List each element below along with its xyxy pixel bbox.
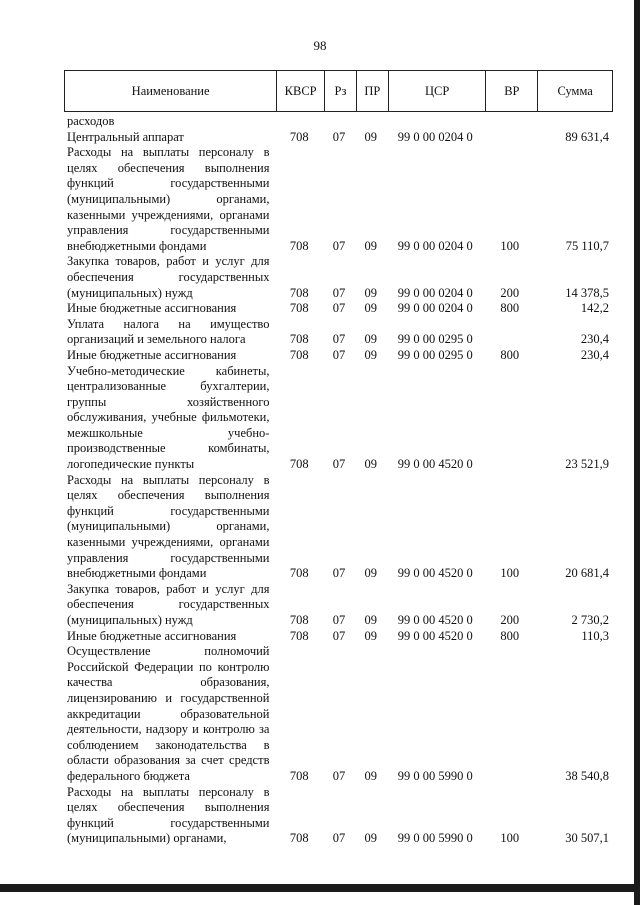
row-name-line: производственные комбинаты, [67, 441, 270, 456]
table-row [64, 644, 613, 784]
table-row [64, 254, 613, 301]
row-rz: 07 [332, 301, 346, 316]
row-name-line: федерального бюджета [67, 768, 190, 783]
row-name-line: организаций и земельного налога [67, 332, 246, 347]
row-name-line: Расходы на выплаты персоналу в [67, 784, 270, 799]
row-name-line: Уплата налога на имущество [67, 316, 270, 331]
row-kvsr: 708 [289, 285, 309, 300]
row-kvsr: 708 [289, 566, 309, 581]
scan-border-bottom [0, 884, 640, 892]
row-sum: 142,2 [580, 301, 609, 316]
row-sum: 38 540,8 [565, 768, 609, 783]
row-name [64, 364, 275, 473]
row-name-line: группы хозяйственного [67, 394, 270, 409]
row-name-line: Закупка товаров, работ и услуг для [67, 581, 270, 596]
row-pr: 09 [364, 238, 378, 253]
row-name-line: управления государственными [67, 223, 270, 238]
row-kvsr: 708 [289, 768, 309, 783]
header-kvsr: КВСР [277, 71, 325, 111]
table-row [64, 114, 613, 130]
row-name-line: соблюдением законодательства в [67, 737, 270, 752]
row-pr: 09 [364, 129, 378, 144]
row-name-line: Иные бюджетные ассигнования [67, 628, 237, 643]
row-csr: 99 0 00 4520 0 [397, 566, 473, 581]
row-name-line: функций государственными [67, 176, 270, 191]
table-body [64, 114, 613, 847]
row-name-line: расходов [67, 114, 115, 128]
row-name-line: казенными учреждениями, органами [67, 535, 270, 550]
row-name [64, 629, 275, 645]
scan-border-right [634, 0, 640, 905]
header-pr: ПР [357, 71, 389, 111]
row-name-line: Иные бюджетные ассигнования [67, 301, 237, 316]
table-row [64, 473, 613, 582]
table-row [64, 317, 613, 348]
header-csr: ЦСР [389, 71, 487, 111]
row-name-line: функций государственными [67, 503, 270, 518]
row-name-line: централизованные бухгалтерии, [67, 379, 270, 394]
row-pr: 09 [364, 285, 378, 300]
row-rz: 07 [332, 566, 346, 581]
row-csr: 99 0 00 0295 0 [397, 347, 473, 362]
table-row [64, 582, 613, 629]
row-kvsr: 708 [289, 301, 309, 316]
row-name-line: внебюджетными фондами [67, 566, 207, 581]
header-sum: Сумма [557, 83, 593, 98]
row-name-line: межшкольные учебно- [67, 425, 270, 440]
row-name-line: обеспечения государственных [67, 597, 270, 612]
row-name [64, 785, 275, 847]
row-pr: 09 [364, 566, 378, 581]
row-name [64, 254, 275, 301]
row-name [64, 582, 275, 629]
row-name [64, 114, 275, 130]
row-name-line: Осуществление полномочий [67, 644, 270, 659]
row-csr: 99 0 00 4520 0 [397, 457, 473, 472]
row-sum: 75 110,7 [565, 238, 609, 253]
row-csr: 99 0 00 0204 0 [397, 238, 473, 253]
row-name-line: обслуживания, учебные фильмотеки, [67, 410, 270, 425]
row-kvsr: 708 [289, 831, 309, 846]
row-csr: 99 0 00 0204 0 [397, 301, 473, 316]
page-number: 98 [313, 38, 327, 53]
row-csr: 99 0 00 0204 0 [397, 285, 473, 300]
row-name-line: (муниципальными) органами, [67, 519, 270, 534]
row-sum: 110,3 [581, 628, 609, 643]
row-name-line: (муниципальными) органами, [67, 831, 227, 846]
row-kvsr: 708 [289, 129, 309, 144]
row-name-line: целях обеспечения выполнения [67, 160, 270, 175]
header-vr: ВР [486, 71, 538, 111]
row-csr: 99 0 00 0295 0 [397, 332, 473, 347]
row-pr: 09 [364, 457, 378, 472]
row-vr: 800 [500, 347, 520, 362]
row-name-line: Учебно-методические кабинеты, [67, 363, 270, 378]
row-kvsr: 708 [289, 347, 309, 362]
row-name-line: лицензированию и государственной [67, 690, 270, 705]
row-sum: 89 631,4 [565, 129, 609, 144]
row-name-line: обеспечения государственных [67, 269, 270, 284]
row-name-line: Расходы на выплаты персоналу в [67, 145, 270, 160]
row-sum: 230,4 [580, 332, 609, 347]
table-row [64, 145, 613, 254]
row-name-line: Иные бюджетные ассигнования [67, 347, 237, 362]
row-name-line: (муниципальных) нужд [67, 285, 193, 300]
row-pr: 09 [364, 613, 378, 627]
row-pr: 09 [364, 768, 378, 783]
row-name-line: Закупка товаров, работ и услуг для [67, 254, 270, 269]
row-vr: 200 [500, 613, 520, 627]
row-name [64, 145, 275, 254]
row-name-line: Российской Федерации по контролю [67, 659, 270, 674]
row-rz: 07 [332, 238, 346, 253]
row-vr: 100 [500, 566, 520, 581]
row-sum: 23 521,9 [565, 457, 609, 472]
row-vr: 100 [500, 238, 520, 253]
table-row [64, 629, 613, 645]
row-name-line: (муниципальными) органами, [67, 191, 270, 206]
row-sum: 230,4 [580, 347, 609, 362]
row-pr: 09 [364, 332, 378, 347]
row-pr: 09 [364, 347, 378, 362]
row-name-line: логопедические пункты [67, 457, 195, 472]
row-sum: 2 730,2 [571, 613, 609, 627]
row-name [64, 348, 275, 364]
row-pr: 09 [364, 301, 378, 316]
row-kvsr: 708 [289, 332, 309, 347]
table-row [64, 364, 613, 473]
row-name [64, 301, 275, 317]
row-name-line: аккредитации образовательной [67, 706, 270, 721]
row-rz: 07 [332, 129, 346, 144]
row-name-line: управления государственными [67, 550, 270, 565]
row-vr: 800 [500, 301, 520, 316]
row-vr: 100 [500, 831, 520, 846]
row-rz: 07 [332, 285, 346, 300]
row-name [64, 130, 275, 146]
row-name-line: казенными учреждениями, органами [67, 207, 270, 222]
row-kvsr: 708 [289, 628, 309, 643]
row-rz: 07 [332, 347, 346, 362]
row-name-line: (муниципальных) нужд [67, 613, 193, 627]
row-rz: 07 [332, 628, 346, 643]
row-kvsr: 708 [289, 457, 309, 472]
row-name-line: качества образования, [67, 675, 270, 690]
row-name-line: целях обеспечения выполнения [67, 800, 270, 815]
row-kvsr: 708 [289, 238, 309, 253]
row-rz: 07 [332, 613, 346, 627]
table-header [64, 70, 613, 112]
row-rz: 07 [332, 831, 346, 846]
row-csr: 99 0 00 5990 0 [397, 768, 473, 783]
row-name-line: Центральный аппарат [67, 129, 184, 144]
row-csr: 99 0 00 4520 0 [397, 613, 473, 627]
row-vr: 200 [500, 285, 520, 300]
row-name-line: функций государственными [67, 815, 270, 830]
row-pr: 09 [364, 831, 378, 846]
header-rz: Рз [325, 71, 357, 111]
row-name [64, 644, 275, 784]
row-sum: 20 681,4 [565, 566, 609, 581]
row-name [64, 473, 275, 582]
row-rz: 07 [332, 768, 346, 783]
table-row [64, 348, 613, 364]
row-csr: 99 0 00 0204 0 [397, 129, 473, 144]
header-name: Наименование [65, 71, 277, 111]
table-row [64, 130, 613, 146]
row-csr: 99 0 00 5990 0 [397, 831, 473, 846]
row-name-line: деятельности, надзору и контролю за [67, 722, 270, 737]
table-row [64, 785, 613, 847]
row-sum: 14 378,5 [565, 285, 609, 300]
table-row [64, 301, 613, 317]
row-pr: 09 [364, 628, 378, 643]
row-sum: 30 507,1 [565, 831, 609, 846]
row-vr: 800 [500, 628, 520, 643]
row-name-line: внебюджетными фондами [67, 238, 207, 253]
row-name-line: области образования за счет средств [67, 753, 270, 768]
row-kvsr: 708 [289, 613, 309, 627]
row-rz: 07 [332, 457, 346, 472]
row-name-line: Расходы на выплаты персоналу в [67, 472, 270, 487]
row-name [64, 317, 275, 348]
row-name-line: целях обеспечения выполнения [67, 488, 270, 503]
row-rz: 07 [332, 332, 346, 347]
row-csr: 99 0 00 4520 0 [397, 628, 473, 643]
